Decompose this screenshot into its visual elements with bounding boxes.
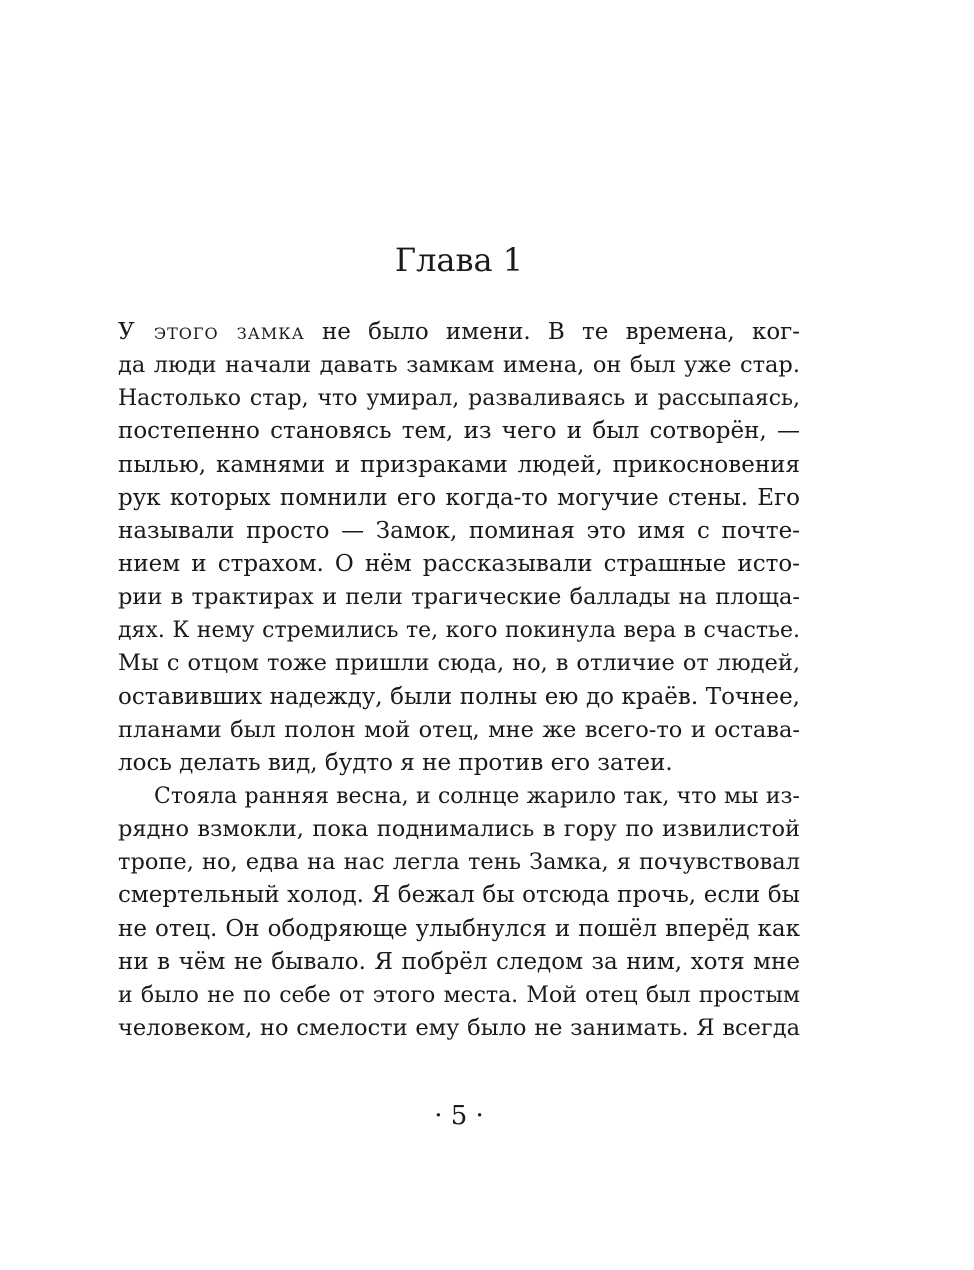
text-line: лось делать вид, будто я не против его затеи. xyxy=(118,749,673,776)
text-line: рядно взмокли, пока поднимались в гору по извилистой xyxy=(118,816,800,843)
text-line: рии в трактирах и пели трагические баллады на площа- xyxy=(118,584,800,611)
text-line: дях. К нему стремились те, кого покинула вера в счастье. xyxy=(118,618,800,644)
text-line: не отец. Он ободряюще улыбнулся и пошёл вперёд как xyxy=(118,915,800,942)
text-line: смертельный холод. Я бежал бы отсюда прочь, если бы xyxy=(118,882,800,909)
text-line: планами был полон мой отец, мне же всего-то и остава- xyxy=(118,716,800,743)
text-line-rest: не было имени. В те времена, ког- xyxy=(304,319,800,345)
text-line: да люди начали давать замкам имена, он был уже стар. xyxy=(118,352,800,379)
page-number: · 5 · xyxy=(434,1101,484,1131)
text-line: ни в чём не бывало. Я побрёл следом за ним, хотя мне xyxy=(118,948,800,975)
text-line: человеком, но смелости ему было не занимать. Я всегда xyxy=(118,1014,800,1041)
text-line: называли просто — Замок, поминая это имя с почте- xyxy=(118,517,800,544)
text-line: Настолько стар, что умирал, разваливаясь и рассыпаясь, xyxy=(118,386,800,412)
text-line: нием и страхом. О нём рассказывали страшные исто- xyxy=(118,550,800,577)
text-line: тропе, но, едва на нас легла тень Замка, я почувствовал xyxy=(118,849,800,876)
chapter-body xyxy=(118,316,800,1045)
text-line xyxy=(118,316,800,349)
text-line: постепенно становясь тем, из чего и был сотворён, — xyxy=(118,418,800,445)
text-line: оставивших надежду, были полны ею до краёв. Точнее, xyxy=(118,683,800,710)
text-line: рук которых помнили его когда-то могучие стены. Его xyxy=(118,484,800,511)
lead-smallcaps: У этого замка xyxy=(118,319,305,345)
chapter-title: Глава 1 xyxy=(394,241,524,279)
text-line: Стояла ранняя весна, и солнце жарило так, что мы из- xyxy=(154,783,800,809)
text-line: Мы с отцом тоже пришли сюда, но, в отличие от людей, xyxy=(118,650,800,677)
text-line: и было не по себе от этого места. Мой отец был простым xyxy=(118,982,800,1008)
text-line: пылью, камнями и призраками людей, прикосновения xyxy=(118,451,800,478)
